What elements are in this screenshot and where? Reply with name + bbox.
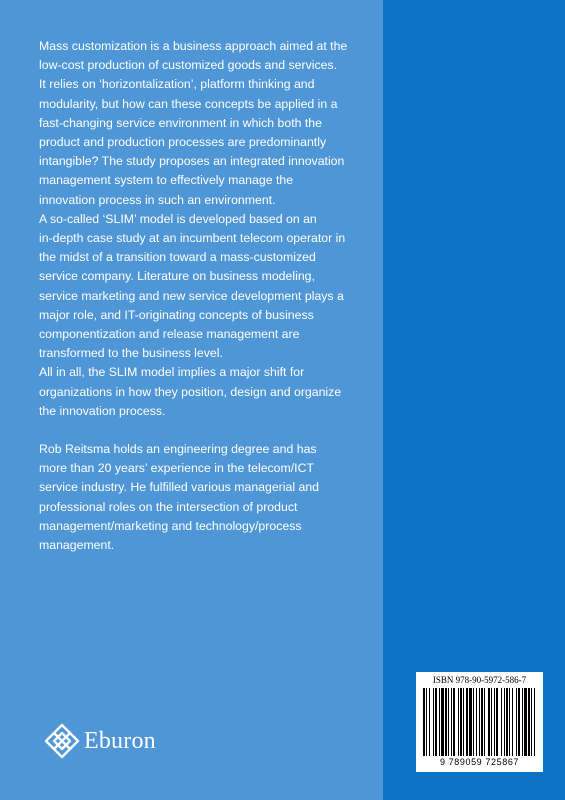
publisher-name: Eburon [84, 727, 156, 754]
blurb-line: componentization and release management are [39, 327, 300, 342]
blurb-line: intangible? The study proposes an integrated innovation [39, 154, 345, 169]
bio-line: more than 20 years’ experience in the telecom/ICT [39, 461, 314, 476]
bio-line: management. [39, 538, 115, 553]
barcode-number: 9 789059 725867 [439, 757, 520, 767]
blurb-line: organizations in how they position, design and organize [39, 384, 342, 399]
barcode-bars [422, 688, 537, 756]
blurb-line: the innovation process. [39, 403, 166, 418]
blurb-line: Mass customization is a business approach aimed at the [39, 39, 348, 53]
blurb-line: modularity, but how can these concepts be applied in a [39, 96, 338, 111]
blurb-line: A so-called ‘SLIM’ model is developed based on an [39, 211, 317, 226]
bio-line: Rob Reitsma holds an engineering degree and has [39, 442, 317, 457]
blurb-line: innovation process in such an environment. [39, 192, 276, 207]
blurb-line: All in all, the SLIM model implies a major shift for [39, 365, 305, 380]
isbn-label: ISBN 978-90-5972-586-7 [432, 675, 527, 685]
blurb-line: service company. Literature on business modeling, [39, 269, 315, 284]
summary-blurb [39, 37, 369, 421]
blurb-line: the midst of a transition toward a mass-customized [39, 250, 316, 265]
blurb-line: management system to effectively manage the [39, 173, 294, 188]
blurb-line: transformed to the business level. [39, 346, 223, 361]
blurb-line: low-cost production of customized goods and services. [39, 58, 338, 73]
bio-line: service industry. He fulfilled various managerial and [39, 480, 320, 495]
blurb-line: product and production processes are predominantly [39, 135, 327, 150]
blurb-line: It relies on ‘horizontalization’, platform thinking and [39, 77, 315, 92]
blurb-line: service marketing and new service development plays a [39, 288, 344, 303]
bio-line: professional roles on the intersection of product [39, 499, 298, 514]
back-cover-text [39, 37, 369, 555]
publisher-logo [44, 721, 156, 761]
blurb-line: fast-changing service environment in which both the [39, 115, 322, 130]
eburon-diamond-knot-icon [44, 723, 80, 759]
blurb-line: in-depth case study at an incumbent telecom operator in [39, 231, 346, 246]
isbn-barcode [416, 672, 543, 772]
bio-line: management/marketing and technology/process [39, 518, 302, 533]
blurb-line: major role, and IT-originating concepts of business [39, 307, 314, 322]
author-bio [39, 440, 369, 555]
